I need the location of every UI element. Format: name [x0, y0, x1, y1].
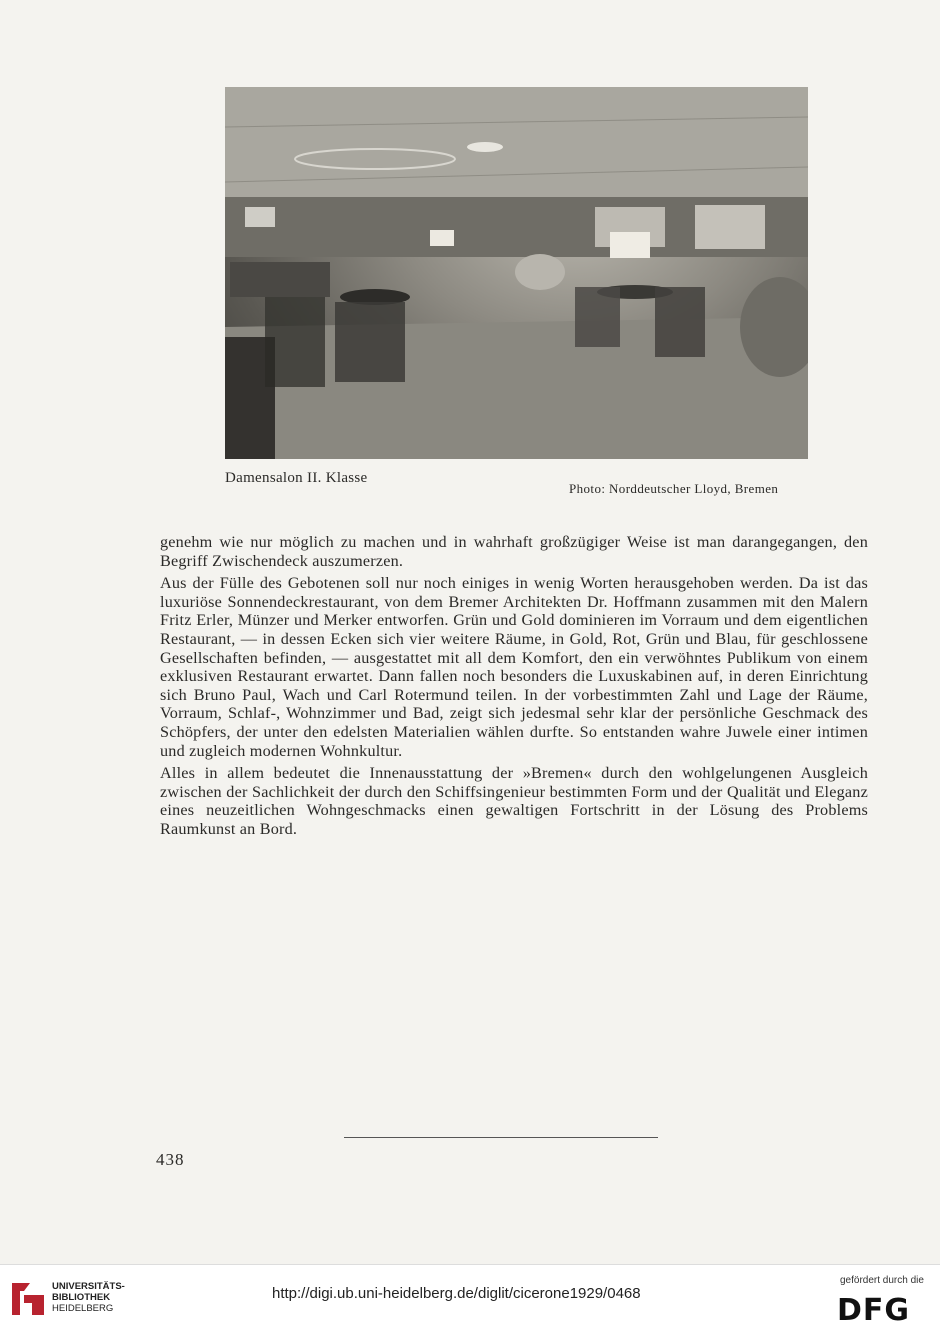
photo-credit: Photo: Norddeutscher Lloyd, Bremen	[569, 481, 779, 496]
salon-photo-illustration	[225, 87, 808, 459]
body-text	[160, 533, 868, 843]
library-name-line-3: HEIDELBERG	[52, 1303, 114, 1314]
figure-caption: Damensalon II. Klasse	[225, 470, 368, 486]
library-name-line-2: BIBLIOTHEK	[52, 1292, 111, 1303]
library-name	[52, 1281, 125, 1314]
footer-rule	[344, 1137, 658, 1138]
funder-label: gefördert durch die	[840, 1275, 924, 1286]
library-name-line-1: UNIVERSITÄTS-	[52, 1281, 125, 1292]
paragraph-2: Aus der Fülle des Gebotenen soll nur noch einiges in wenig Worten herausgehoben werden. Da ist das luxuriöse Sonnendeckrestaurant, von dem Bremer Architekten Dr. Hoffmann zusammen mit den Malern Fritz Erler, Münzer und Merker entworfen. Grün und Gold dominieren im Vorraum und dem eigentlichen Restaurant, — in dessen Ecken sich vier weitere Räume, in Gold, Rot, Grün und Blau, für geschlossene Gesellschaften befinden, — ausgestattet mit all dem Komfort, den ein verwöhntes Publikum von einem exklusiven Restaurant erwartet. Dann fallen noch besonders die Luxuskabinen auf, in deren Einrichtung sich Bruno Paul, Wach und Carl Rotermund teilen. In der vorbestimmten Zahl und Lage der Räume, Vorraum, Schlaf-, Wohnzimmer und Bad, zeigt sich jedesmal sehr klar der persönliche Geschmack des Schöpfers, der unter den edelsten Materialien wählen durfte. So entstanden wahre Juwele einer intimen und zugleich modernen Wohnkultur.	[160, 574, 868, 760]
digitization-footer	[0, 1264, 940, 1333]
permalink-url[interactable]: http://digi.ub.uni-heidelberg.de/diglit/cicerone1929/0468	[272, 1285, 641, 1302]
salon-photograph	[225, 87, 808, 459]
dfg-logo[interactable]: DFG	[837, 1293, 911, 1328]
paragraph-3: Alles in allem bedeutet die Innenausstattung der »Bremen« durch den wohlgelungenen Ausgleich zwischen der Sachlichkeit der durch den Schiffsingenieur bestimmten Form und der Qualität und Eleganz eines neuzeitlichen Wohngeschmacks einen gewaltigen Fortschritt in der Lösung des Problems Raumkunst an Bord.	[160, 764, 868, 838]
university-library-logo-icon[interactable]	[10, 1279, 46, 1319]
page-number: 438	[156, 1150, 185, 1169]
paragraph-1: genehm wie nur möglich zu machen und in wahrhaft großzügiger Weise ist man darangegangen, den Begriff Zwischendeck auszumerzen.	[160, 533, 868, 570]
